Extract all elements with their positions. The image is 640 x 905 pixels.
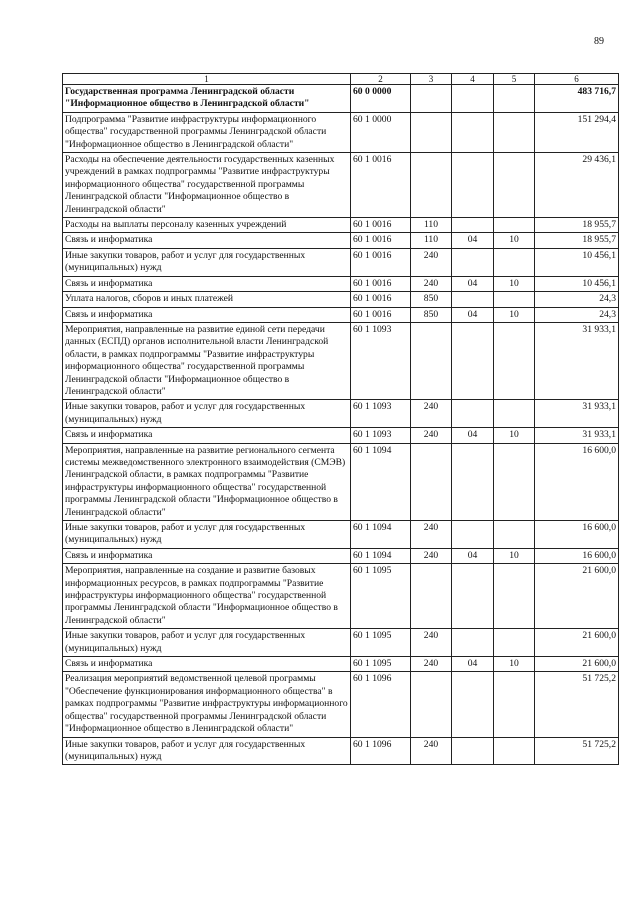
cell-amount: 51 725,2 bbox=[535, 737, 619, 765]
cell-section: 04 bbox=[452, 233, 494, 248]
cell-expense-type bbox=[411, 672, 452, 737]
cell-expense-type bbox=[411, 322, 452, 399]
cell-amount: 16 600,0 bbox=[535, 548, 619, 563]
cell-name: Мероприятия, направленные на создание и развитие базовых информационных ресурсов, в рамках подпрограммы "Развитие инфраструктуры информационного общества" государственной программы Ленинградской области "Информационное общество в Ленинградской области" bbox=[63, 564, 351, 629]
table-row bbox=[63, 276, 619, 291]
table-row bbox=[63, 248, 619, 276]
cell-subsection: 10 bbox=[494, 548, 535, 563]
cell-target-article: 60 0 0000 bbox=[351, 85, 411, 113]
cell-subsection bbox=[494, 521, 535, 549]
cell-subsection bbox=[494, 400, 535, 428]
cell-subsection bbox=[494, 443, 535, 520]
table-row bbox=[63, 564, 619, 629]
cell-expense-type: 240 bbox=[411, 548, 452, 563]
cell-expense-type: 240 bbox=[411, 428, 452, 443]
cell-expense-type: 240 bbox=[411, 276, 452, 291]
header-col-pr: 5 bbox=[494, 74, 535, 85]
cell-expense-type: 850 bbox=[411, 307, 452, 322]
cell-section bbox=[452, 292, 494, 307]
cell-name: Расходы на выплаты персоналу казенных учреждений bbox=[63, 218, 351, 233]
cell-expense-type: 110 bbox=[411, 233, 452, 248]
cell-name: Мероприятия, направленные на развитие регионального сегмента системы межведомственного электронного взаимодействия (СМЭВ) Ленинградской области, в рамках подпрограммы "Развитие инфраструктуры информационного общества" государственной программы Ленинградской области "Информационное общество в Ленинградской области" bbox=[63, 443, 351, 520]
cell-target-article: 60 1 1095 bbox=[351, 657, 411, 672]
cell-subsection bbox=[494, 153, 535, 218]
cell-amount: 51 725,2 bbox=[535, 672, 619, 737]
cell-expense-type bbox=[411, 112, 452, 152]
cell-target-article: 60 1 0000 bbox=[351, 112, 411, 152]
cell-target-article: 60 1 0016 bbox=[351, 292, 411, 307]
cell-section bbox=[452, 112, 494, 152]
cell-section bbox=[452, 85, 494, 113]
cell-name: Связь и информатика bbox=[63, 307, 351, 322]
header-col-csr: 2 bbox=[351, 74, 411, 85]
cell-amount: 29 436,1 bbox=[535, 153, 619, 218]
cell-name: Уплата налогов, сборов и иных платежей bbox=[63, 292, 351, 307]
cell-subsection: 10 bbox=[494, 276, 535, 291]
cell-amount: 16 600,0 bbox=[535, 443, 619, 520]
cell-target-article: 60 1 0016 bbox=[351, 307, 411, 322]
cell-amount: 21 600,0 bbox=[535, 657, 619, 672]
cell-amount: 31 933,1 bbox=[535, 400, 619, 428]
cell-section bbox=[452, 521, 494, 549]
cell-target-article: 60 1 1095 bbox=[351, 629, 411, 657]
cell-expense-type bbox=[411, 153, 452, 218]
cell-name: Иные закупки товаров, работ и услуг для государственных (муниципальных) нужд bbox=[63, 737, 351, 765]
table-row bbox=[63, 233, 619, 248]
table-row bbox=[63, 737, 619, 765]
cell-subsection: 10 bbox=[494, 307, 535, 322]
cell-subsection bbox=[494, 112, 535, 152]
cell-subsection: 10 bbox=[494, 657, 535, 672]
cell-name: Связь и информатика bbox=[63, 428, 351, 443]
cell-expense-type bbox=[411, 443, 452, 520]
cell-section bbox=[452, 322, 494, 399]
cell-amount: 18 955,7 bbox=[535, 233, 619, 248]
cell-target-article: 60 1 1094 bbox=[351, 521, 411, 549]
table-row bbox=[63, 428, 619, 443]
cell-target-article: 60 1 0016 bbox=[351, 248, 411, 276]
header-col-rz: 4 bbox=[452, 74, 494, 85]
cell-expense-type: 240 bbox=[411, 521, 452, 549]
cell-name: Государственная программа Ленинградской области "Информационное общество в Ленинградской области" bbox=[63, 85, 351, 113]
cell-amount: 21 600,0 bbox=[535, 564, 619, 629]
cell-name: Иные закупки товаров, работ и услуг для государственных (муниципальных) нужд bbox=[63, 521, 351, 549]
cell-target-article: 60 1 1095 bbox=[351, 564, 411, 629]
cell-amount: 18 955,7 bbox=[535, 218, 619, 233]
cell-section bbox=[452, 443, 494, 520]
cell-target-article: 60 1 0016 bbox=[351, 153, 411, 218]
cell-target-article: 60 1 1093 bbox=[351, 322, 411, 399]
table-row bbox=[63, 218, 619, 233]
cell-subsection: 10 bbox=[494, 233, 535, 248]
table-row bbox=[63, 322, 619, 399]
table-row bbox=[63, 400, 619, 428]
cell-amount: 24,3 bbox=[535, 307, 619, 322]
cell-section: 04 bbox=[452, 428, 494, 443]
cell-expense-type: 850 bbox=[411, 292, 452, 307]
cell-subsection bbox=[494, 85, 535, 113]
cell-subsection bbox=[494, 248, 535, 276]
cell-section bbox=[452, 672, 494, 737]
cell-name: Связь и информатика bbox=[63, 276, 351, 291]
cell-target-article: 60 1 0016 bbox=[351, 276, 411, 291]
cell-expense-type: 240 bbox=[411, 629, 452, 657]
cell-target-article: 60 1 0016 bbox=[351, 233, 411, 248]
cell-expense-type: 240 bbox=[411, 737, 452, 765]
cell-amount: 10 456,1 bbox=[535, 276, 619, 291]
cell-section bbox=[452, 153, 494, 218]
cell-subsection: 10 bbox=[494, 428, 535, 443]
cell-expense-type: 240 bbox=[411, 400, 452, 428]
cell-target-article: 60 1 1093 bbox=[351, 428, 411, 443]
cell-expense-type bbox=[411, 564, 452, 629]
cell-amount: 31 933,1 bbox=[535, 322, 619, 399]
table-header-row bbox=[63, 74, 619, 85]
cell-subsection bbox=[494, 292, 535, 307]
cell-expense-type: 240 bbox=[411, 657, 452, 672]
cell-subsection bbox=[494, 564, 535, 629]
cell-amount: 483 716,7 bbox=[535, 85, 619, 113]
cell-subsection bbox=[494, 322, 535, 399]
table-row bbox=[63, 521, 619, 549]
cell-subsection bbox=[494, 672, 535, 737]
cell-amount: 24,3 bbox=[535, 292, 619, 307]
cell-section bbox=[452, 737, 494, 765]
cell-name: Мероприятия, направленные на развитие единой сети передачи данных (ЕСПД) органов исполнительной власти Ленинградской области, в рамках подпрограммы "Развитие инфраструктуры информационного общества" государственной программы Ленинградской области "Информационное общество в Ленинградской области" bbox=[63, 322, 351, 399]
page-number: 89 bbox=[594, 36, 604, 47]
table-row bbox=[63, 548, 619, 563]
cell-section: 04 bbox=[452, 657, 494, 672]
cell-section: 04 bbox=[452, 276, 494, 291]
cell-name: Иные закупки товаров, работ и услуг для государственных (муниципальных) нужд bbox=[63, 629, 351, 657]
budget-table bbox=[62, 73, 619, 765]
cell-amount: 10 456,1 bbox=[535, 248, 619, 276]
cell-target-article: 60 1 1096 bbox=[351, 672, 411, 737]
cell-name: Расходы на обеспечение деятельности государственных казенных учреждений в рамках подпрограммы "Развитие инфраструктуры информационного общества" государственной программы Ленинградской области "Информационное общество в Ленинградской области" bbox=[63, 153, 351, 218]
cell-section bbox=[452, 248, 494, 276]
cell-target-article: 60 1 1093 bbox=[351, 400, 411, 428]
cell-name: Связь и информатика bbox=[63, 548, 351, 563]
cell-name: Иные закупки товаров, работ и услуг для государственных (муниципальных) нужд bbox=[63, 248, 351, 276]
cell-section: 04 bbox=[452, 307, 494, 322]
table-row bbox=[63, 672, 619, 737]
cell-name: Реализация мероприятий ведомственной целевой программы "Обеспечение функционирования информационного общества" в рамках подпрограммы "Развитие инфраструктуры информационного общества" государственной программы Ленинградской области "Информационное общество в Ленинградской области" bbox=[63, 672, 351, 737]
cell-expense-type: 110 bbox=[411, 218, 452, 233]
cell-subsection bbox=[494, 629, 535, 657]
header-col-vr: 3 bbox=[411, 74, 452, 85]
cell-section: 04 bbox=[452, 548, 494, 563]
cell-expense-type: 240 bbox=[411, 248, 452, 276]
cell-subsection bbox=[494, 737, 535, 765]
cell-name: Связь и информатика bbox=[63, 657, 351, 672]
cell-target-article: 60 1 1094 bbox=[351, 443, 411, 520]
table-row bbox=[63, 307, 619, 322]
cell-target-article: 60 1 1096 bbox=[351, 737, 411, 765]
cell-section bbox=[452, 218, 494, 233]
table-row bbox=[63, 153, 619, 218]
cell-section bbox=[452, 400, 494, 428]
header-col-name: 1 bbox=[63, 74, 351, 85]
cell-amount: 151 294,4 bbox=[535, 112, 619, 152]
table-row bbox=[63, 85, 619, 113]
cell-section bbox=[452, 629, 494, 657]
cell-expense-type bbox=[411, 85, 452, 113]
cell-name: Связь и информатика bbox=[63, 233, 351, 248]
table-row bbox=[63, 629, 619, 657]
cell-name: Подпрограмма "Развитие инфраструктуры информационного общества" государственной программы Ленинградской области "Информационное общество в Ленинградской области" bbox=[63, 112, 351, 152]
cell-amount: 21 600,0 bbox=[535, 629, 619, 657]
cell-amount: 31 933,1 bbox=[535, 428, 619, 443]
cell-subsection bbox=[494, 218, 535, 233]
cell-target-article: 60 1 0016 bbox=[351, 218, 411, 233]
cell-amount: 16 600,0 bbox=[535, 521, 619, 549]
cell-name: Иные закупки товаров, работ и услуг для государственных (муниципальных) нужд bbox=[63, 400, 351, 428]
cell-section bbox=[452, 564, 494, 629]
table-row bbox=[63, 443, 619, 520]
cell-target-article: 60 1 1094 bbox=[351, 548, 411, 563]
header-col-sum: 6 bbox=[535, 74, 619, 85]
table-row bbox=[63, 112, 619, 152]
table-row bbox=[63, 657, 619, 672]
table-row bbox=[63, 292, 619, 307]
